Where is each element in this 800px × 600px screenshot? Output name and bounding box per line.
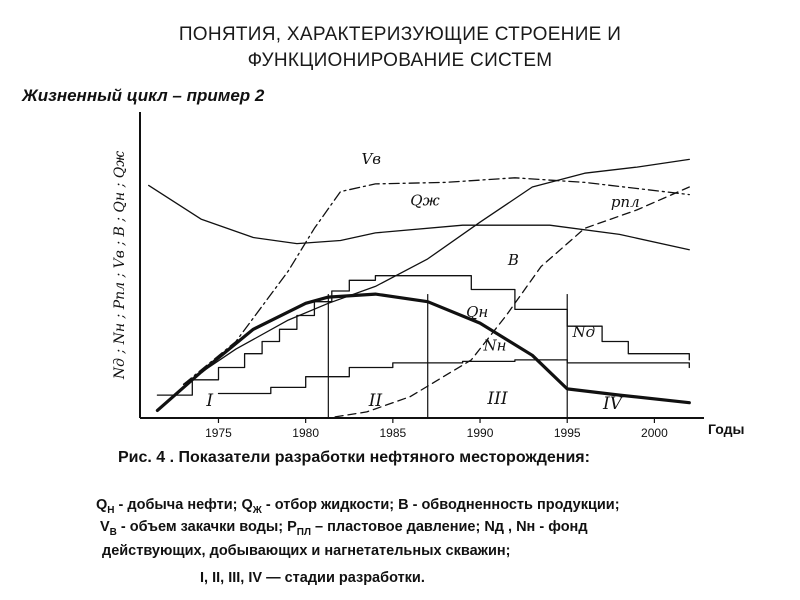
figure-caption: Рис. 4 . Показатели разработки нефтяного месторождения: (118, 449, 590, 466)
stage-label-1: I (206, 390, 214, 411)
x-tick-label-1990: 1990 (466, 426, 494, 440)
qzh-subscript: Ж (252, 504, 262, 516)
series-label-2: Qж (410, 191, 440, 210)
series-label-4: рпл (610, 192, 640, 211)
y-axis-label: Nд ; Nн ; Рпл ; Vв ; В ; Qн ; Qж (112, 150, 128, 380)
x-tick-label-1995: 1995 (553, 426, 581, 440)
legend-line-2 (100, 519, 588, 538)
x-tick-label-1975: 1975 (205, 426, 232, 440)
series-line-7 (219, 360, 690, 394)
slide-subtitle: Жизненный цикл – пример 2 (22, 86, 265, 105)
qn-text: - добыча нефти; (114, 497, 242, 513)
x-tick-label-2000: 2000 (641, 426, 668, 440)
series-line-6 (157, 276, 689, 395)
vb-text: - объем закачки воды; (116, 519, 288, 535)
qn-subscript: Н (107, 504, 115, 516)
qn-symbol: Q (96, 497, 108, 513)
stage-label-3: III (487, 389, 508, 410)
x-unit-label: Годы (708, 421, 745, 437)
series-label-6: Nд (572, 322, 596, 341)
qzh-symbol: Q (241, 497, 253, 513)
vb-subscript: В (109, 526, 117, 538)
qzh-text: - отбор жидкости; В - обводненность продукции; (261, 497, 620, 513)
legend-line-4: I, II, III, IV — стадии разработки. (200, 570, 425, 586)
series-label-1: Qн (466, 303, 489, 322)
legend-line-3: действующих, добывающих и нагнетательных скважин; (102, 543, 511, 559)
x-tick-label-1980: 1980 (292, 426, 320, 440)
stage-label-4: IV (603, 393, 623, 414)
rpl-text: – пластовое давление; Nд , Nн - фонд (311, 519, 588, 535)
series-label-7: Nн (483, 336, 507, 355)
rpl-subscript: ПЛ (296, 526, 311, 538)
stage-label-2: II (368, 390, 383, 411)
series-label-5: В (507, 251, 519, 269)
slide-title-line-2: ФУНКЦИОНИРОВАНИЕ СИСТЕМ (247, 50, 553, 71)
series-label-3: Vв (361, 150, 382, 169)
legend-line-1 (96, 497, 620, 516)
x-tick-label-1985: 1985 (379, 426, 407, 440)
rpl-symbol: Р (287, 519, 297, 535)
slide-title-line-1: ПОНЯТИЯ, ХАРАКТЕРИЗУЮЩИЕ СТРОЕНИЕ И (178, 24, 622, 45)
vb-symbol: V (100, 519, 110, 535)
